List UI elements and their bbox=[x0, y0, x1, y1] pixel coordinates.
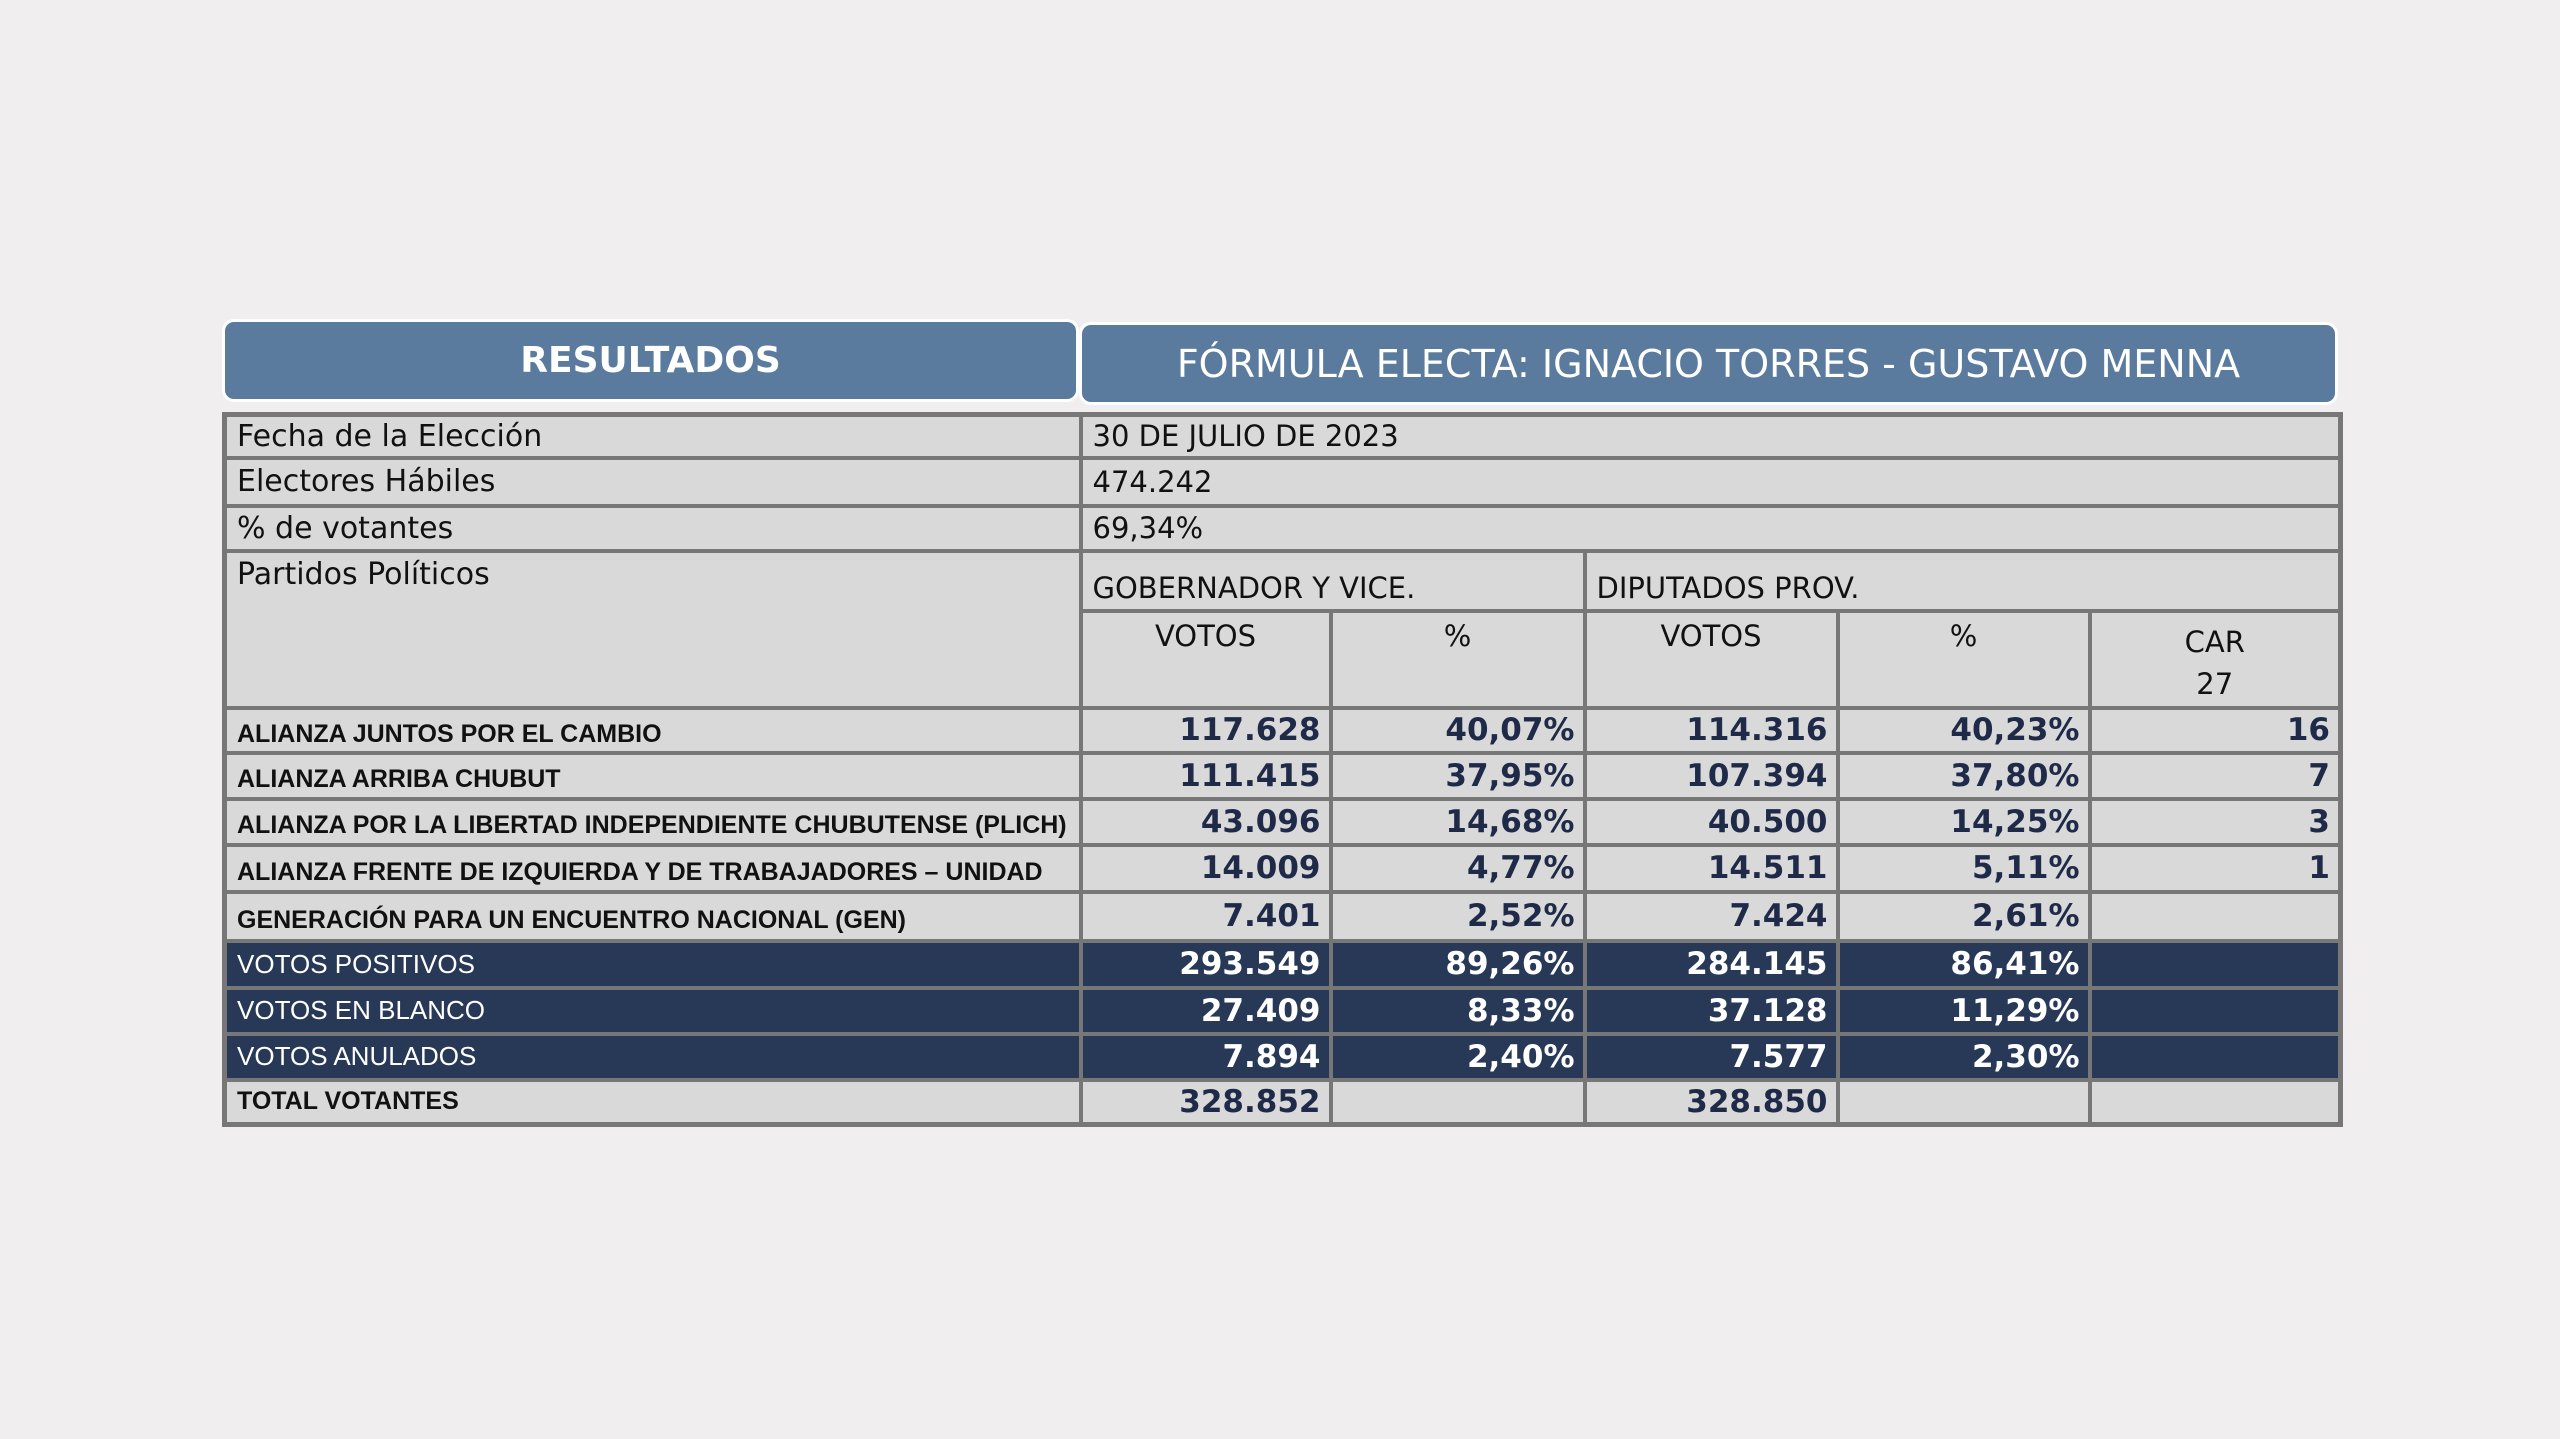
votantes-label: % de votantes bbox=[225, 506, 1081, 551]
summary-row-blanco bbox=[225, 988, 2341, 1034]
party-name: ALIANZA JUNTOS POR EL CAMBIO bbox=[225, 708, 1081, 753]
party-name: GENERACIÓN PARA UN ENCUENTRO NACIONAL (GEN) bbox=[225, 892, 1081, 941]
summary-row-anulados bbox=[225, 1034, 2341, 1080]
col-car-total: 27 bbox=[2196, 666, 2234, 701]
gob-votos: 7.401 bbox=[1081, 892, 1331, 941]
votantes-value: 69,34% bbox=[1081, 506, 2341, 551]
gob-votos: 14.009 bbox=[1081, 845, 1331, 892]
party-name: ALIANZA POR LA LIBERTAD INDEPENDIENTE CHUBUTENSE (PLICH) bbox=[225, 799, 1081, 845]
party-row bbox=[225, 753, 2341, 799]
gob-pct: 14,68% bbox=[1331, 799, 1585, 845]
col-gob-votos: VOTOS bbox=[1081, 611, 1331, 708]
dip-pct: 37,80% bbox=[1838, 753, 2090, 799]
dip-pct: 11,29% bbox=[1838, 988, 2090, 1034]
total-row bbox=[225, 1080, 2341, 1125]
gob-pct: 8,33% bbox=[1331, 988, 1585, 1034]
dip-votos: 37.128 bbox=[1585, 988, 1838, 1034]
summary-label: VOTOS POSITIVOS bbox=[225, 941, 1081, 988]
car-seats: 1 bbox=[2090, 845, 2341, 892]
col-car-label: CAR bbox=[2184, 624, 2245, 659]
total-label: TOTAL VOTANTES bbox=[225, 1080, 1081, 1125]
party-row bbox=[225, 845, 2341, 892]
dip-pct: 86,41% bbox=[1838, 941, 2090, 988]
dip-votos: 14.511 bbox=[1585, 845, 1838, 892]
col-car bbox=[2090, 611, 2341, 708]
elected-formula-title: FÓRMULA ELECTA: IGNACIO TORRES - GUSTAVO MENNA bbox=[1176, 341, 2241, 386]
col-gob-pct: % bbox=[1331, 611, 1585, 708]
gob-votos: 43.096 bbox=[1081, 799, 1331, 845]
car-seats bbox=[2090, 988, 2341, 1034]
gob-pct: 37,95% bbox=[1331, 753, 1585, 799]
party-row bbox=[225, 892, 2341, 941]
elected-formula-banner bbox=[1079, 322, 2338, 405]
party-name: ALIANZA FRENTE DE IZQUIERDA Y DE TRABAJADORES – UNIDAD bbox=[225, 845, 1081, 892]
section-header-row bbox=[225, 551, 2341, 611]
gob-votos: 111.415 bbox=[1081, 753, 1331, 799]
results-title: RESULTADOS bbox=[520, 340, 781, 381]
results-table bbox=[222, 412, 2343, 1127]
gob-votos: 117.628 bbox=[1081, 708, 1331, 753]
section-gobernador: GOBERNADOR Y VICE. bbox=[1081, 551, 1585, 611]
total-gob-pct bbox=[1331, 1080, 1585, 1125]
parties-label: Partidos Políticos bbox=[225, 551, 1081, 708]
info-row-electores bbox=[225, 458, 2341, 506]
summary-label: VOTOS ANULADOS bbox=[225, 1034, 1081, 1080]
dip-votos: 40.500 bbox=[1585, 799, 1838, 845]
dip-pct: 2,30% bbox=[1838, 1034, 2090, 1080]
dip-votos: 107.394 bbox=[1585, 753, 1838, 799]
gob-pct: 89,26% bbox=[1331, 941, 1585, 988]
gob-pct: 2,40% bbox=[1331, 1034, 1585, 1080]
car-seats: 3 bbox=[2090, 799, 2341, 845]
gob-votos: 27.409 bbox=[1081, 988, 1331, 1034]
section-diputados: DIPUTADOS PROV. bbox=[1585, 551, 2341, 611]
gob-pct: 40,07% bbox=[1331, 708, 1585, 753]
col-dip-votos: VOTOS bbox=[1585, 611, 1838, 708]
info-row-fecha bbox=[225, 415, 2341, 458]
fecha-value: 30 DE JULIO DE 2023 bbox=[1081, 415, 2341, 458]
total-dip-votos: 328.850 bbox=[1585, 1080, 1838, 1125]
fecha-label: Fecha de la Elección bbox=[225, 415, 1081, 458]
total-car bbox=[2090, 1080, 2341, 1125]
results-title-banner bbox=[222, 319, 1079, 402]
dip-votos: 7.424 bbox=[1585, 892, 1838, 941]
car-seats bbox=[2090, 892, 2341, 941]
dip-pct: 40,23% bbox=[1838, 708, 2090, 753]
party-row bbox=[225, 799, 2341, 845]
col-dip-pct: % bbox=[1838, 611, 2090, 708]
dip-votos: 7.577 bbox=[1585, 1034, 1838, 1080]
car-seats: 16 bbox=[2090, 708, 2341, 753]
gob-pct: 2,52% bbox=[1331, 892, 1585, 941]
dip-votos: 114.316 bbox=[1585, 708, 1838, 753]
gob-pct: 4,77% bbox=[1331, 845, 1585, 892]
total-gob-votos: 328.852 bbox=[1081, 1080, 1331, 1125]
dip-pct: 5,11% bbox=[1838, 845, 2090, 892]
dip-pct: 14,25% bbox=[1838, 799, 2090, 845]
gob-votos: 293.549 bbox=[1081, 941, 1331, 988]
car-seats bbox=[2090, 1034, 2341, 1080]
total-dip-pct bbox=[1838, 1080, 2090, 1125]
dip-pct: 2,61% bbox=[1838, 892, 2090, 941]
party-name: ALIANZA ARRIBA CHUBUT bbox=[225, 753, 1081, 799]
summary-label: VOTOS EN BLANCO bbox=[225, 988, 1081, 1034]
car-seats: 7 bbox=[2090, 753, 2341, 799]
summary-row-positivos bbox=[225, 941, 2341, 988]
electores-label: Electores Hábiles bbox=[225, 458, 1081, 506]
party-row bbox=[225, 708, 2341, 753]
gob-votos: 7.894 bbox=[1081, 1034, 1331, 1080]
dip-votos: 284.145 bbox=[1585, 941, 1838, 988]
electores-value: 474.242 bbox=[1081, 458, 2341, 506]
info-row-votantes bbox=[225, 506, 2341, 551]
car-seats bbox=[2090, 941, 2341, 988]
